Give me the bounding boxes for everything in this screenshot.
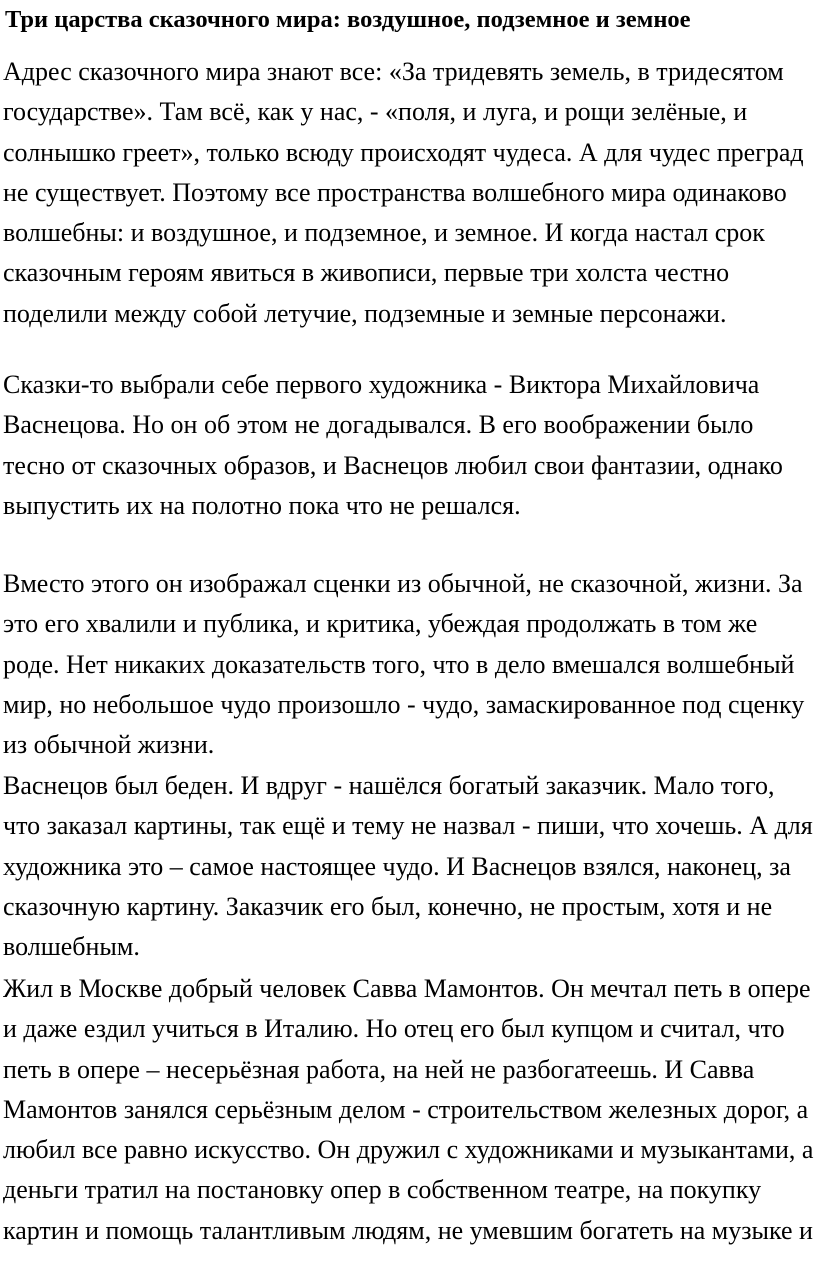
paragraph-4: Васнецов был беден. И вдруг - нашёлся богатый заказчик. Мало того, что заказал картины, так ещё и тему не назвал - пиши, что хочешь. А для художника это – самое настоящее чудо. И Васнецов взялся, наконец, за сказочную картину. Заказчик его был, конечно, не простым, хотя и не волшебным. (3, 771, 813, 962)
paragraph-1: Адрес сказочного мира знают все: «За тридевять земель, в тридесятом государстве». Там всё, как у нас, - «поля, и луга, и рощи зелёные, и солнышко греет», только всюду происходят чудеса. А для чудес преград не существует. Поэтому все пространства волшебного мира одинаково волшебны: и воздушное, и подземное, и земное. И когда настал срок сказочным героям явиться в живописи, первые три холста честно поделили между собой летучие, подземные и земные персонажи. (3, 57, 804, 328)
document-title: Три царства сказочного мира: воздушное, подземное и земное (5, 6, 691, 33)
paragraph-5: Жил в Москве добрый человек Савва Мамонтов. Он мечтал петь в опере и даже ездил учиться в Италию. Но отец его был купцом и считал, что петь в опере – несерьёзная работа, на ней не разбогатеешь. И Савва Мамонтов занялся серьёзным делом - строительством железных дорог, а любил все равно искусство. Он дружил с художниками и музыкантами, а деньги тратил на постановку опер в собственном театре, на покупку картин и помощь талантливым людям, не умевшим богатеть на музыке и (3, 974, 814, 1245)
paragraph-3: Вместо этого он изображал сценки из обычной, не сказочной, жизни. За это его хвалили и публика, и критика, убеждая продолжать в том же роде. Нет никаких доказательств того, что в дело вмешался волшебный мир, но небольшое чудо произошло - чудо, замаскированное под сценку из обычной жизни. (3, 569, 805, 760)
paragraph-2: Сказки-то выбрали себе первого художника - Виктора Михайловича Васнецова. Но он об этом не догадывался. В его воображении было тесно от сказочных образов, и Васнецов любил свои фантазии, однако выпустить их на полотно пока что не решался. (3, 370, 783, 520)
